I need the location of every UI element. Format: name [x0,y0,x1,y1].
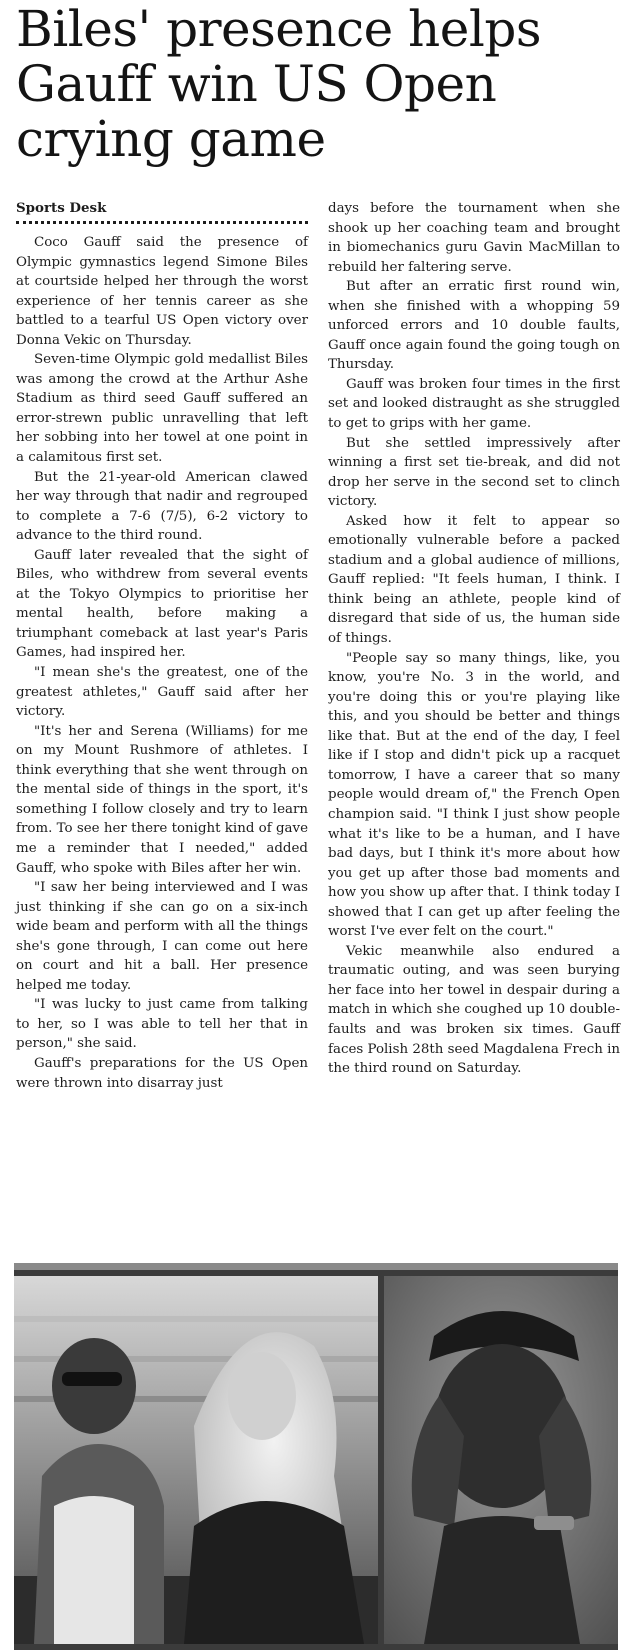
paragraph: Gauff was broken four times in the first set and looked distraught as she struggled to get to grips with her game. [328,376,620,432]
photo-biles-in-crowd-image [14,1276,378,1644]
article-column-left [16,199,308,1093]
byline: Sports Desk [16,199,308,224]
paragraph: Seven-time Olympic gold medallist Biles was among the crowd at the Arthur Ashe Stadium as third seed Gauff suffered an error-strewn public unravelling that left her sobbing into her towel at one point in a calamitous first set. [16,352,308,466]
photo-biles-in-crowd [14,1276,378,1644]
paragraph: But after an erratic first round win, when she finished with a whopping 59 unforced errors and 10 double faults, Gauff once again found the going tough on Thursday. [328,279,620,373]
paragraph: "It's her and Serena (Williams) for me on my Mount Rushmore of athletes. I think everything that she went through on the mental side of things in the sport, it's something I follow closely and try to learn from. To see her there tonight kind of gave me a reminder that I needed," added Gauff, who spoke with Biles after her win. [16,723,308,876]
paragraph: "I was lucky to just came from talking to her, so I was able to tell her that in person," she said. [16,997,308,1052]
paragraph: Gauff's preparations for the US Open were thrown into disarray just [16,1055,308,1091]
paragraph: But the 21-year-old American clawed her way through that nadir and regrouped to complete a 7-6 (7/5), 6-2 victory to advance to the third round. [16,469,308,544]
paragraph: "I saw her being interviewed and I was just thinking if she can go on a six-inch wide beam and perform with all the things she's gone through, I can come out here on court and hit a ball. Her presence helped me today. [16,880,308,993]
paragraph: Coco Gauff said the presence of Olympic gymnastics legend Simone Biles at courtside helped her through the worst experience of her tennis career as she battled to a tearful US Open victory over Donna Vekic on Thursday. [16,235,308,348]
photo-gauff-crying [384,1276,618,1644]
paragraph: But she settled impressively after winning a first set tie-break, and did not drop her serve in the second set to clinch victory. [328,435,620,510]
paragraph: "I mean she's the greatest, one of the greatest athletes," Gauff said after her victory. [16,665,308,720]
article-column-right [328,199,620,1079]
paragraph: "People say so many things, like, you know, you're No. 3 in the world, and you're doing this or you're playing like this, and you should be better and things like that. But at the end of the day, I feel like if I stop and didn't pick up a racquet tomorrow, I have a career that so many people would dream of," the French Open champion said. "I think I just show people what it's like to be a human, and I have bad days, but I think it's more about how you get up after those bad moments and how you show up after that. I think today I showed that I can get up after feeling the worst I've ever felt on the court." [328,650,620,940]
photo-gauff-crying-image [384,1276,618,1644]
paragraph: Asked how it felt to appear so emotionally vulnerable before a packed stadium and a global audience of millions, Gauff replied: "It feels human, I think. I think being an athlete, people kind of disregard that side of us, the human side of things. [328,513,620,647]
paragraph: Gauff later revealed that the sight of Biles, who withdrew from several events at the Tokyo Olympics to prioritise her mental health, before making a triumphant comeback at last year's Paris Games, had inspired her. [16,547,308,661]
photo-strip [14,1263,618,1650]
paragraph: Vekic meanwhile also endured a traumatic outing, and was seen burying her face into her towel in despair during a match in which she coughed up 10 double-faults and was broken six times. Gauff faces Polish 28th seed Magdalena Frech in the third round on Saturday. [328,943,620,1077]
headline: Biles' presence helps Gauff win US Open crying game [16,0,541,168]
paragraph-continuation: days before the tournament when she shook up her coaching team and brought in biomechanics guru Gavin MacMillan to rebuild her faltering serve. [328,201,620,275]
